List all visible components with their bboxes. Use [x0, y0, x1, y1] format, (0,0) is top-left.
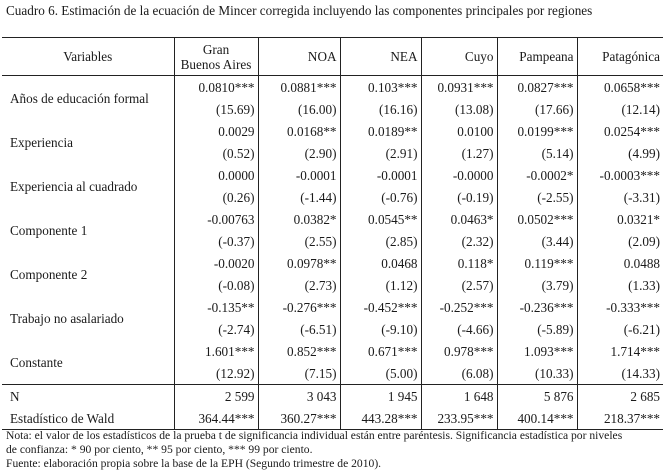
- header-gba: [174, 38, 258, 76]
- t-stat-cell: (17.66): [497, 98, 577, 120]
- t-stat-cell: (2.90): [258, 142, 340, 164]
- variable-label: Componente 1: [10, 222, 88, 238]
- wald-value: 364.44***: [174, 407, 258, 430]
- coef-cell: 0.0254***: [577, 120, 663, 142]
- coef-row: [2, 120, 663, 142]
- n-value: 5 876: [497, 385, 577, 408]
- coef-cell: 0.0029: [174, 120, 258, 142]
- t-stat-cell: (16.00): [258, 98, 340, 120]
- note-significance: Nota: el valor de los estadísticos de la prueba t de significancia individual están entre paréntesis. Significancia estadística por niveles: [6, 429, 623, 442]
- coef-cell: 0.671***: [340, 340, 421, 362]
- header-variables: Variables: [2, 38, 174, 76]
- n-value: 1 648: [421, 385, 497, 408]
- coef-cell: 0.0100: [421, 120, 497, 142]
- wald-value: 233.95***: [421, 407, 497, 430]
- header-gba-line1: Gran: [202, 41, 230, 57]
- coef-cell: 0.0931***: [421, 76, 497, 99]
- coef-cell: 1.714***: [577, 340, 663, 362]
- coef-row: [2, 164, 663, 186]
- regression-table: [2, 37, 663, 430]
- t-stat-cell: (-5.89): [497, 318, 577, 340]
- variable-label: Experiencia: [10, 134, 73, 150]
- coef-cell: 0.118*: [421, 252, 497, 274]
- coef-cell: 0.0463*: [421, 208, 497, 230]
- t-stat-cell: (5.14): [497, 142, 577, 164]
- header-cuyo: Cuyo: [421, 38, 497, 76]
- variable-label: Trabajo no asalariado: [10, 310, 124, 326]
- coef-cell: -0.0001: [258, 164, 340, 186]
- coef-cell: 0.0502***: [497, 208, 577, 230]
- t-stat-cell: (-0.19): [421, 186, 497, 208]
- wald-value: 218.37***: [577, 407, 663, 430]
- n-value: 3 043: [258, 385, 340, 408]
- coef-cell: 1.093***: [497, 340, 577, 362]
- coef-cell: 0.0881***: [258, 76, 340, 99]
- variable-label: Experiencia al cuadrado: [10, 178, 138, 194]
- variable-label: Años de educación formal: [2, 76, 174, 121]
- t-stat-cell: (5.00): [340, 362, 421, 385]
- coef-cell: 0.0827***: [497, 76, 577, 99]
- t-stat-cell: (1.27): [421, 142, 497, 164]
- t-stat-cell: (2.85): [340, 230, 421, 252]
- coef-cell: -0.135**: [174, 296, 258, 318]
- header-row: [2, 38, 663, 76]
- variable-label: Constante: [10, 354, 63, 370]
- coef-row: [2, 340, 663, 362]
- coef-cell: -0.452***: [340, 296, 421, 318]
- coef-cell: 0.119***: [497, 252, 577, 274]
- t-stat-cell: (12.92): [174, 362, 258, 385]
- variable-label: Componente 2: [10, 266, 88, 282]
- n-label: N: [2, 385, 174, 408]
- coef-cell: 0.103***: [340, 76, 421, 99]
- t-stat-cell: (3.79): [497, 274, 577, 296]
- header-pampeana: Pampeana: [497, 38, 577, 76]
- coef-cell: -0.0001: [340, 164, 421, 186]
- coef-row: [2, 208, 663, 230]
- t-stat-cell: (-6.51): [258, 318, 340, 340]
- wald-label: Estadístico de Wald: [2, 407, 174, 430]
- t-stat-cell: (6.08): [421, 362, 497, 385]
- coef-cell: -0.0003***: [577, 164, 663, 186]
- t-stat-cell: (3.44): [497, 230, 577, 252]
- t-stat-cell: (-4.66): [421, 318, 497, 340]
- coef-row: [2, 252, 663, 274]
- coef-cell: 0.0488: [577, 252, 663, 274]
- t-stat-cell: (2.09): [577, 230, 663, 252]
- t-stat-cell: (2.57): [421, 274, 497, 296]
- coef-cell: -0.236***: [497, 296, 577, 318]
- t-stat-cell: (-3.31): [577, 186, 663, 208]
- coef-cell: -0.333***: [577, 296, 663, 318]
- coef-cell: -0.0020: [174, 252, 258, 274]
- coef-cell: 0.0545**: [340, 208, 421, 230]
- header-nea: NEA: [340, 38, 421, 76]
- t-stat-cell: (7.15): [258, 362, 340, 385]
- coef-cell: 0.0168**: [258, 120, 340, 142]
- header-noa: NOA: [258, 38, 340, 76]
- n-row: [2, 385, 663, 408]
- wald-row: [2, 407, 663, 430]
- t-stat-cell: (-0.08): [174, 274, 258, 296]
- n-value: 2 599: [174, 385, 258, 408]
- wald-value: 400.14***: [497, 407, 577, 430]
- t-stat-cell: (12.14): [577, 98, 663, 120]
- n-value: 2 685: [577, 385, 663, 408]
- t-stat-cell: (2.73): [258, 274, 340, 296]
- coef-cell: -0.00763: [174, 208, 258, 230]
- t-stat-cell: (1.33): [577, 274, 663, 296]
- coef-cell: 0.978***: [421, 340, 497, 362]
- t-stat-cell: (0.52): [174, 142, 258, 164]
- coef-cell: 0.0810***: [174, 76, 258, 99]
- coef-cell: 0.0468: [340, 252, 421, 274]
- t-stat-cell: (-0.37): [174, 230, 258, 252]
- header-patagonica: Patagónica: [577, 38, 663, 76]
- t-stat-cell: (-0.76): [340, 186, 421, 208]
- t-stat-cell: (-2.74): [174, 318, 258, 340]
- note-source: Fuente: elaboración propia sobre la base de la EPH (Segundo trimestre de 2010).: [6, 457, 382, 470]
- t-stat-cell: (15.69): [174, 98, 258, 120]
- coef-row: [2, 76, 663, 99]
- table-caption: Cuadro 6. Estimación de la ecuación de Mincer corregida incluyendo las componentes principales por regiones: [6, 3, 593, 18]
- t-stat-cell: (16.16): [340, 98, 421, 120]
- coef-cell: -0.0002*: [497, 164, 577, 186]
- t-stat-cell: (2.55): [258, 230, 340, 252]
- t-stat-cell: (10.33): [497, 362, 577, 385]
- t-stat-cell: (2.32): [421, 230, 497, 252]
- coef-cell: 0.0321*: [577, 208, 663, 230]
- coef-cell: 0.0658***: [577, 76, 663, 99]
- t-stat-cell: (-9.10): [340, 318, 421, 340]
- t-stat-cell: (-6.21): [577, 318, 663, 340]
- t-stat-cell: (0.26): [174, 186, 258, 208]
- t-stat-cell: (-2.55): [497, 186, 577, 208]
- coef-cell: 0.0189**: [340, 120, 421, 142]
- coef-cell: -0.252***: [421, 296, 497, 318]
- wald-value: 443.28***: [340, 407, 421, 430]
- coef-cell: 1.601***: [174, 340, 258, 362]
- coef-row: [2, 296, 663, 318]
- coef-cell: 0.852***: [258, 340, 340, 362]
- coef-cell: 0.0199***: [497, 120, 577, 142]
- header-gba-line2: Buenos Aires: [180, 56, 252, 72]
- t-stat-cell: (-1.44): [258, 186, 340, 208]
- note-confidence: de confianza: * 90 por ciento, ** 95 por ciento, *** 99 por ciento.: [6, 443, 313, 456]
- t-stat-cell: (4.99): [577, 142, 663, 164]
- coef-cell: 0.0978**: [258, 252, 340, 274]
- wald-value: 360.27***: [258, 407, 340, 430]
- t-stat-cell: (14.33): [577, 362, 663, 385]
- t-stat-cell: (2.91): [340, 142, 421, 164]
- coef-cell: -0.0000: [421, 164, 497, 186]
- coef-cell: 0.0000: [174, 164, 258, 186]
- t-stat-cell: (13.08): [421, 98, 497, 120]
- table-body: [2, 76, 663, 430]
- coef-cell: 0.0382*: [258, 208, 340, 230]
- n-value: 1 945: [340, 385, 421, 408]
- coef-cell: -0.276***: [258, 296, 340, 318]
- t-stat-cell: (1.12): [340, 274, 421, 296]
- table-notes: [6, 429, 661, 471]
